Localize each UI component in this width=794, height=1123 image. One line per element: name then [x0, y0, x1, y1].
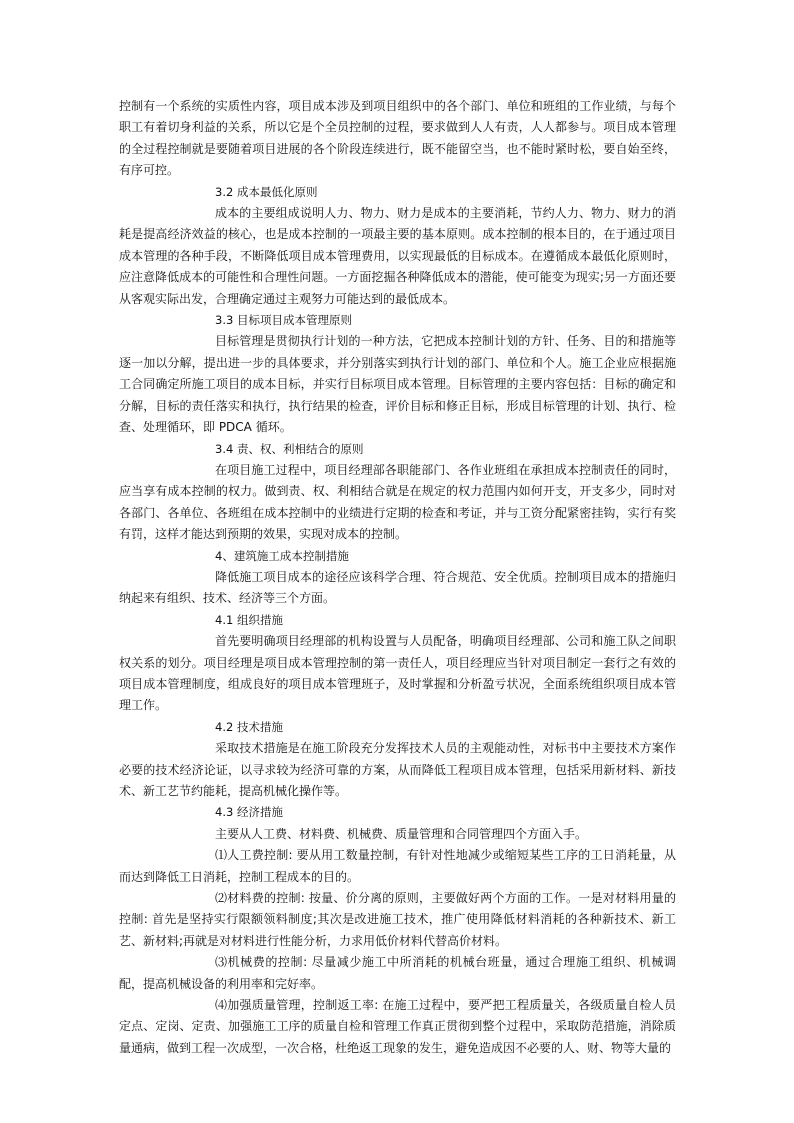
paragraph-quality-management: ⑷加强质量管理，控制返工率: 在施工过程中，要严把工程质量关，各级质量自检人员定点、定岗、定责、加强施工工序的质量自检和管理工作真正贯彻到整个过程中，采取防范措施，消除质量通病，做到工程一次成型，一次合格，杜绝返工现象的发生，避免造成因不必要的人、财、物等大量的: [119, 998, 676, 1055]
paragraph-machinery-cost: ⑶机械费的控制: 尽量减少施工中所消耗的机械台班量，通过合理施工组织、机械调配，提高机械设备的利用率和完好率。: [119, 955, 676, 991]
document-page: [119, 96, 676, 1059]
paragraph-3-3: 目标管理是贯彻执行计划的一种方法，它把成本控制计划的方针、任务、目的和措施等逐一加以分解，提出进一步的具体要求，并分别落实到执行计划的部门、单位和个人。施工企业应根据施工合同确定所施工项目的成本目标，并实行目标项目成本管理。目标管理的主要内容包括：目标的确定和分解，目标的责任落实和执行，执行结果的检查，评价目标和修正目标，形成目标管理的计划、执行、检查、处理循环，即 PDCA 循环。: [119, 334, 676, 435]
paragraph-3-2: 成本的主要组成说明人力、物力、财力是成本的主要消耗，节约人力、物力、财力的消耗是提高经济效益的核心，也是成本控制的一项最主要的基本原则。成本控制的根本目的，在于通过项目成本管理的各种手段，不断降低项目成本管理费用，以实现最低的目标成本。在遵循成本最低化原则时，应注意降低成本的可能性和合理性问题。一方面挖掘各种降低成本的潜能，使可能变为现实;另一方面还要从客观实际出发，合理确定通过主观努力可能达到的最低成本。: [119, 206, 676, 306]
heading-4-1: 4.1 组织措施: [215, 612, 283, 627]
paragraph-intro-continuation: 控制有一个系统的实质性内容，项目成本涉及到项目组织中的各个部门、单位和班组的工作业绩，与每个职工有着切身利益的关系，所以它是个全员控制的过程，要求做到人人有责，人人都参与。项目成本管理的全过程控制就是要随着项目进展的各个阶段连续进行，既不能留空当，也不能时紧时松，要自始至终，有序可控。: [119, 99, 676, 178]
heading-3-3: 3.3 目标项目成本管理原则: [215, 313, 352, 328]
paragraph-4-2: 采取技术措施是在施工阶段充分发挥技术人员的主观能动性，对标书中主要技术方案作必要的技术经济论证，以寻求较为经济可靠的方案，从而降低工程项目成本管理，包括采用新材料、新技术、新工艺节约能耗，提高机械化操作等。: [119, 741, 676, 798]
paragraph-4-1: 首先要明确项目经理部的机构设置与人员配备，明确项目经理部、公司和施工队之间职权关系的划分。项目经理是项目成本管理控制的第一责任人，项目经理应当针对项目制定一套行之有效的项目成本管理制度，组成良好的项目成本管理班子，及时掌握和分析盈亏状况，全面系统组织项目成本管理工作。: [119, 634, 676, 713]
heading-4: 4、建筑施工成本控制措施: [215, 548, 349, 563]
paragraph-4-3-intro: 主要从人工费、材料费、机械费、质量管理和合同管理四个方面入手。: [215, 826, 588, 841]
paragraph-4: 降低施工项目成本的途径应该科学合理、符合规范、安全优质。控制项目成本的措施归纳起来有组织、技术、经济等三个方面。: [119, 569, 676, 606]
heading-4-3: 4.3 经济措施: [215, 805, 283, 820]
paragraph-3-4: 在项目施工过程中，项目经理部各职能部门、各作业班组在承担成本控制责任的同时，应当享有成本控制的权力。做到责、权、利相结合就是在规定的权力范围内如何开支，开支多少，同时对各部门、各单位、各班组在成本控制中的业绩进行定期的检查和考证，并与工资分配紧密挂钩，实行有奖有罚，这样才能达到预期的效果，实现对成本的控制。: [119, 462, 676, 542]
paragraph-labor-cost: ⑴人工费控制: 要从用工数量控制，有针对性地减少或缩短某些工序的工日消耗量，从而达到降低工日消耗，控制工程成本的目的。: [119, 848, 676, 884]
heading-4-2: 4.2 技术措施: [215, 719, 283, 734]
heading-3-4: 3.4 责、权、利相结合的原则: [215, 441, 364, 456]
heading-3-2: 3.2 成本最低化原则: [215, 184, 318, 199]
paragraph-material-cost: ⑵材料费的控制: 按量、价分离的原则，主要做好两个方面的工作。一是对材料用量的控制: 首先是坚持实行限额领料制度;其次是改进施工技术，推广使用降低材料消耗的各种新技术、新工艺、新材料;再就是对材料进行性能分析，力求用低价材料代替高价材料。: [119, 891, 676, 948]
